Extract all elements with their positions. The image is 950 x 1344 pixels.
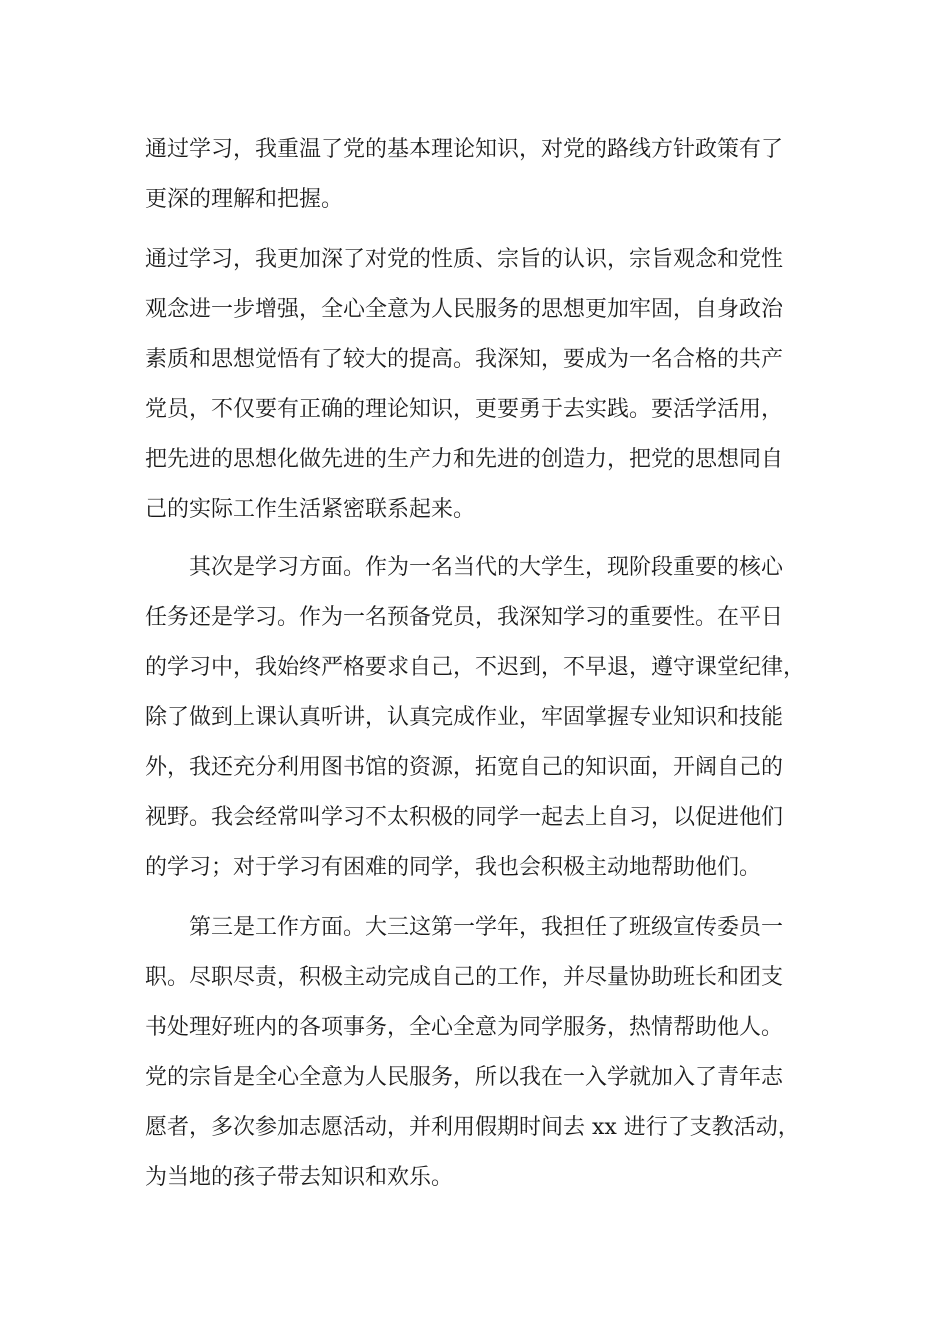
paragraph-line: 任务还是学习。作为一名预备党员，我深知学习的重要性。在平日 [145, 605, 784, 630]
paragraph-line: 第三是工作方面。大三这第一学年，我担任了班级宣传委员一 [189, 915, 784, 940]
paragraph-line: 视野。我会经常叫学习不太积极的同学一起去上自习，以促进他们 [145, 805, 784, 830]
paragraph-line: 己的实际工作生活紧密联系起来。 [145, 497, 476, 522]
paragraph-line: 愿者，多次参加志愿活动，并利用假期时间去 xx 进行了支教活动， [145, 1115, 800, 1140]
paragraph-line: 的学习中，我始终严格要求自己，不迟到，不早退，遵守课堂纪律， [145, 655, 806, 680]
paragraph-line: 把先进的思想化做先进的生产力和先进的创造力，把党的思想同自 [145, 447, 784, 472]
paragraph-line: 观念进一步增强，全心全意为人民服务的思想更加牢固，自身政治 [145, 297, 784, 322]
paragraph-line: 通过学习，我重温了党的基本理论知识，对党的路线方针政策有了 [145, 137, 784, 162]
paragraph-line: 的学习；对于学习有困难的同学，我也会积极主动地帮助他们。 [145, 855, 762, 880]
paragraph-line: 通过学习，我更加深了对党的性质、宗旨的认识，宗旨观念和党性 [145, 247, 784, 272]
paragraph-line: 为当地的孩子带去知识和欢乐。 [145, 1165, 454, 1190]
paragraph-line: 其次是学习方面。作为一名当代的大学生，现阶段重要的核心 [189, 555, 784, 580]
paragraph-line: 外，我还充分利用图书馆的资源，拓宽自己的知识面，开阔自己的 [145, 755, 784, 780]
paragraph-line: 素质和思想觉悟有了较大的提高。我深知，要成为一名合格的共产 [145, 347, 784, 372]
paragraph-line: 除了做到上课认真听讲，认真完成作业，牢固掌握专业知识和技能 [145, 705, 784, 730]
paragraph-line: 党员，不仅要有正确的理论知识，更要勇于去实践。要活学活用， [145, 397, 784, 422]
paragraph-line: 书处理好班内的各项事务，全心全意为同学服务，热情帮助他人。 [145, 1015, 784, 1040]
paragraph-line: 党的宗旨是全心全意为人民服务，所以我在一入学就加入了青年志 [145, 1065, 784, 1090]
paragraph-line: 职。尽职尽责，积极主动完成自己的工作，并尽量协助班长和团支 [145, 965, 784, 990]
paragraph-line: 更深的理解和把握。 [145, 187, 344, 212]
